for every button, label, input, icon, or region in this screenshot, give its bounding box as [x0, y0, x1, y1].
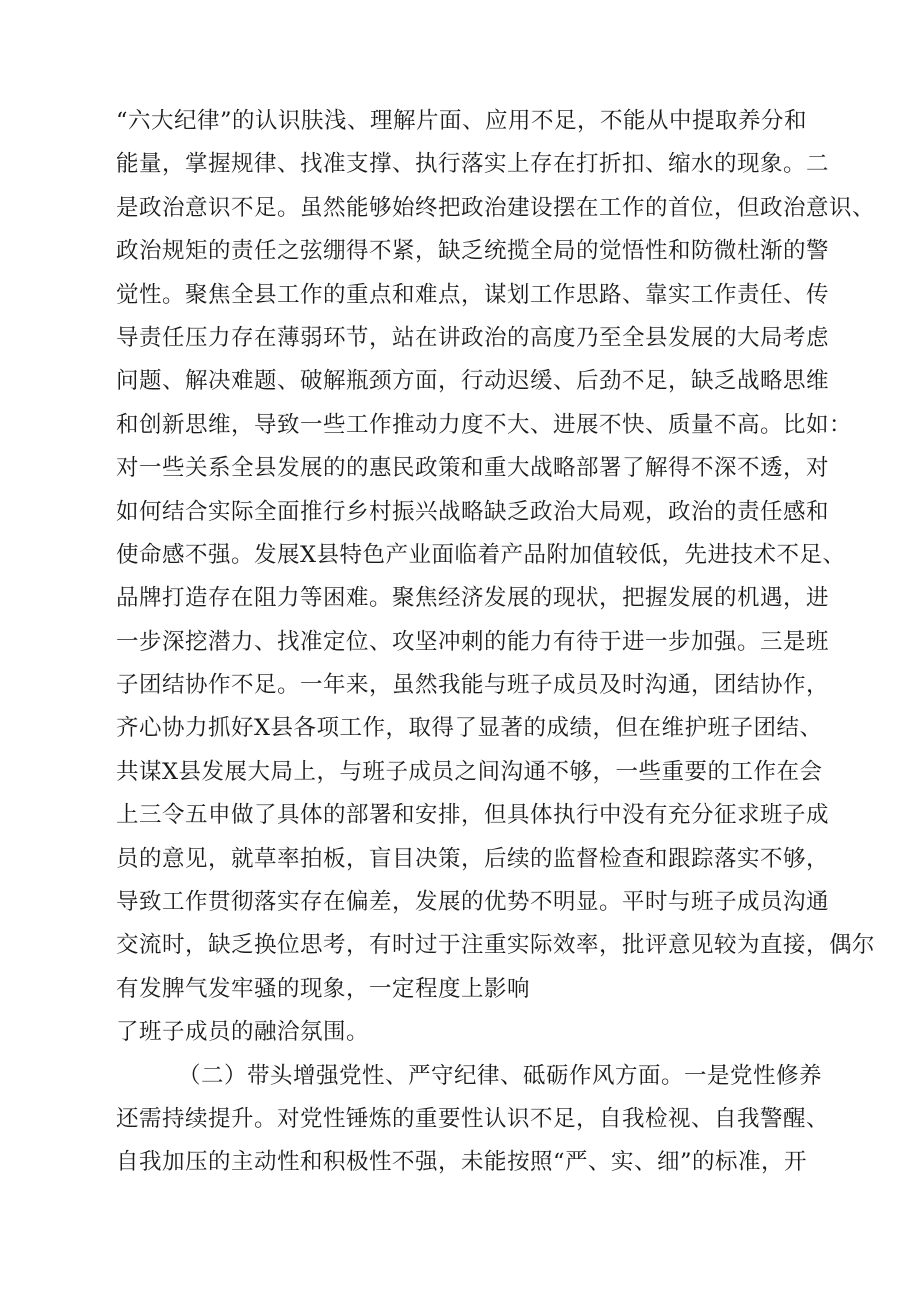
text-line: 一步深挖潜力、找准定位、攻坚冲刺的能力有待于进一步加强。三是班	[116, 628, 830, 655]
text-line: 上三令五申做了具体的部署和安排，但具体执行中没有充分征求班子成	[116, 802, 830, 829]
text-line: 政治规矩的责任之弦绷得不紧，缺乏统揽全局的觉悟性和防微杜渐的警	[116, 238, 830, 265]
text-line: 有发脾气发牢骚的现象，一定程度上影响	[116, 975, 531, 1002]
text-line: 子团结协作不足。一年来，虽然我能与班子成员及时沟通，团结协作，	[116, 672, 830, 699]
section-heading-line: （二）带头增强党性、严守纪律、砥砺作风方面。一是党性修养	[178, 1062, 823, 1089]
text-line: 如何结合实际全面推行乡村振兴战略缺乏政治大局观，政治的责任感和	[116, 498, 830, 525]
text-line: 是政治意识不足。虽然能够始终把政治建设摆在工作的首位，但政治意识、	[116, 194, 876, 221]
text-line: 自我加压的主动性和积极性不强，未能按照“严、实、细”的标准，开	[116, 1149, 808, 1176]
text-line: 对一些关系全县发展的的惠民政策和重大战略部署了解得不深不透，对	[116, 455, 830, 482]
text-line: 导致工作贯彻落实存在偏差，发展的优势不明显。平时与班子成员沟通	[116, 889, 830, 916]
text-line: 品牌打造存在阻力等困难。聚焦经济发展的现状，把握发展的机遇，进	[116, 585, 830, 612]
text-line: 能量，掌握规律、找准支撑、执行落实上存在打折扣、缩水的现象。二	[116, 151, 830, 178]
text-line: 使命感不强。发展X县特色产业面临着产品附加值较低，先进技术不足、	[116, 541, 846, 568]
text-line: 觉性。聚焦全县工作的重点和难点，谋划工作思路、靠实工作责任、传	[116, 281, 830, 308]
text-line: 员的意见，就草率拍板，盲目决策，后续的监督检查和跟踪落实不够，	[116, 845, 830, 872]
text-line: 导责任压力存在薄弱环节，站在讲政治的高度乃至全县发展的大局考虑	[116, 324, 830, 351]
text-line: “六大纪律”的认识肤浅、理解片面、应用不足，不能从中提取养分和	[116, 108, 808, 134]
text-line: 交流时，缺乏换位思考，有时过于注重实际效率，批评意见较为直接，偶尔	[116, 932, 876, 959]
text-line: 问题、解决难题、破解瓶颈方面，行动迟缓、后劲不足，缺乏战略思维	[116, 368, 830, 395]
text-line: 和创新思维，导致一些工作推动力度不大、进展不快、质量不高。比如：	[116, 411, 853, 438]
text-line: 齐心协力抓好X县各项工作，取得了显著的成绩，但在维护班子团结、	[116, 715, 823, 742]
text-line: 还需持续提升。对党性锤炼的重要性认识不足，自我检视、自我警醒、	[116, 1105, 830, 1132]
body-text	[116, 100, 876, 1185]
text-line: 共谋X县发展大局上，与班子成员之间沟通不够，一些重要的工作在会	[116, 758, 823, 785]
text-line: 了班子成员的融洽氛围。	[116, 1019, 370, 1046]
